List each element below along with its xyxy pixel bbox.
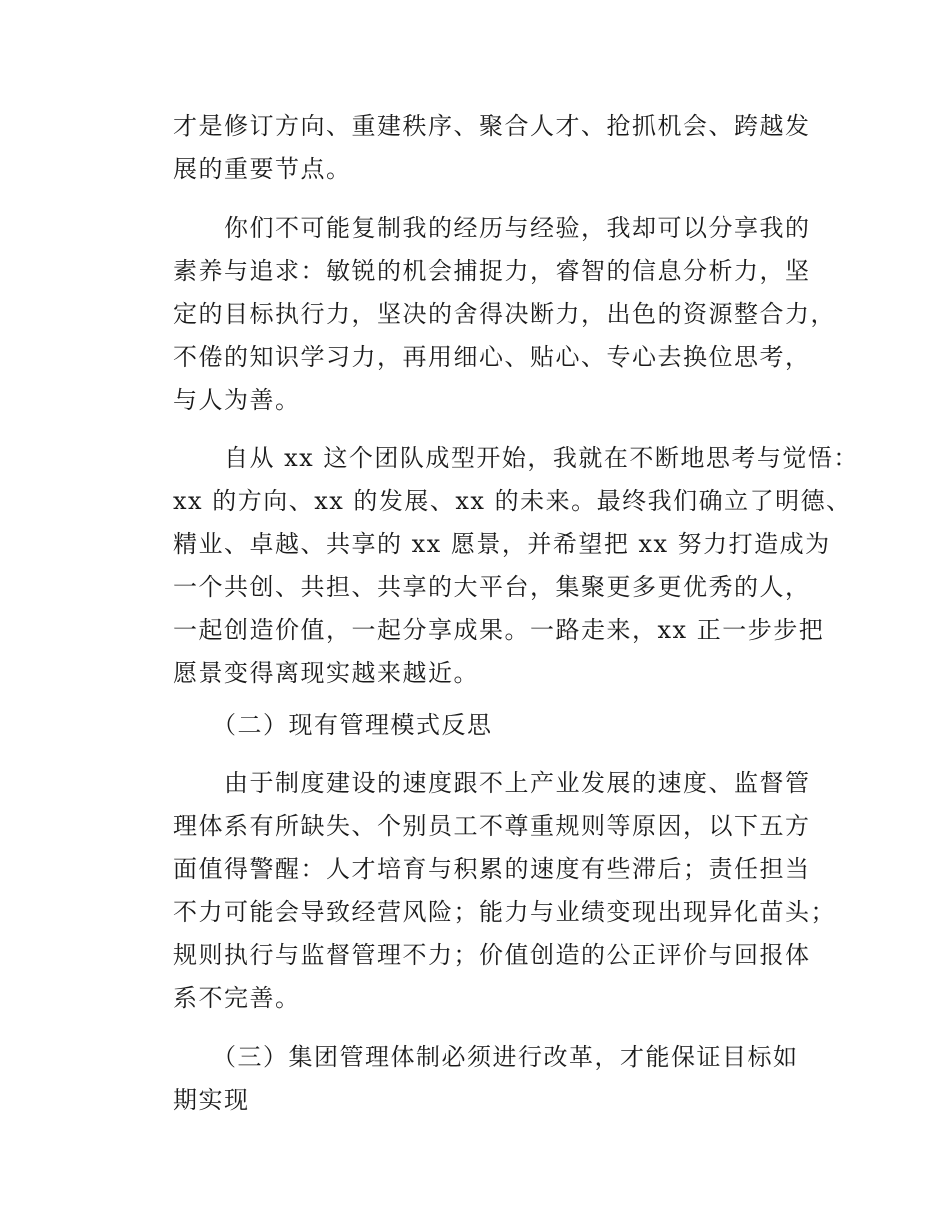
section-heading-2 [173, 704, 813, 747]
text-line: 由于制度建设的速度跟不上产业发展的速度、监督管 [173, 769, 811, 797]
section-heading: （三）集团管理体制必须进行改革，才能保证目标如 [173, 1043, 799, 1071]
text-line: 你们不可能复制我的经历与经验，我却可以分享我的 [173, 214, 811, 242]
text-line: 定的目标执行力，坚决的舍得决断力，出色的资源整合力， [173, 300, 836, 328]
text-line: 自从 xx 这个团队成型开始，我就在不断地思考与觉悟： [173, 444, 859, 472]
section-heading: （二）现有管理模式反思 [173, 711, 493, 739]
text-line: 一个共创、共担、共享的大平台，集聚更多更优秀的人， [173, 573, 811, 601]
text-line: 系不完善。 [173, 984, 301, 1012]
text-line: 理体系有所缺失、个别员工不尊重规则等原因，以下五方 [173, 812, 811, 840]
text-line: 面值得警醒：人才培育与积累的速度有些滞后；责任担当 [173, 855, 811, 883]
text-line: 精业、卓越、共享的 xx 愿景，并希望把 xx 努力打造成为 [173, 530, 831, 558]
text-line: 期实现 [173, 1086, 250, 1114]
text-line: 愿景变得离现实越来越近。 [173, 659, 479, 687]
paragraph-3 [173, 437, 859, 695]
text-line: 与人为善。 [173, 386, 301, 414]
text-line: 不倦的知识学习力，再用细心、贴心、专心去换位思考， [173, 343, 811, 371]
paragraph-1 [173, 105, 813, 191]
text-line: 展的重要节点。 [173, 155, 352, 183]
text-line: 不力可能会导致经营风险；能力与业绩变现出现异化苗头； [173, 898, 836, 926]
text-line: 一起创造价值，一起分享成果。一路走来，xx 正一步步把 [173, 616, 825, 644]
text-line: 才是修订方向、重建秩序、聚合人才、抢抓机会、跨越发 [173, 112, 811, 140]
paragraph-2 [173, 207, 836, 422]
text-line: 规则执行与监督管理不力；价值创造的公正评价与回报体 [173, 941, 811, 969]
paragraph-4 [173, 762, 836, 1020]
section-heading-3 [173, 1036, 813, 1122]
text-line: xx 的方向、xx 的发展、xx 的未来。最终我们确立了明德、 [173, 487, 852, 515]
text-line: 素养与追求：敏锐的机会捕捉力，睿智的信息分析力，坚 [173, 257, 811, 285]
